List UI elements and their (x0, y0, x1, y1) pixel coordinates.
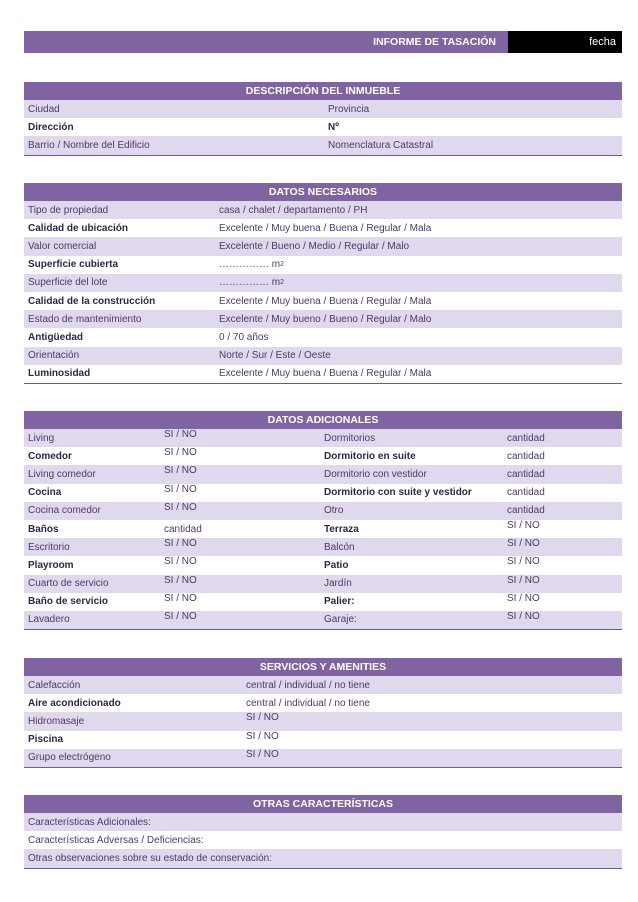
datos-adicionales-row (24, 520, 622, 538)
datos-adicionales-row (24, 575, 622, 593)
field-label: Barrio / Nombre del Edificio (28, 139, 150, 151)
datos-adicionales-row (24, 556, 622, 574)
field-value[interactable]: central / individual / no tiene (246, 697, 370, 709)
field-label: Cuarto de servicio (28, 578, 109, 590)
field-value[interactable]: SI / NO (164, 538, 197, 550)
field-label: Nº (328, 121, 339, 133)
field-label: Provincia (328, 103, 370, 115)
field-value[interactable]: Excelente / Bueno / Medio / Regular / Malo (219, 240, 410, 252)
field-label: Dormitorio con suite y vestidor (324, 487, 472, 499)
field-label: Dormitorio en suite (324, 450, 416, 462)
section-servicios (24, 658, 622, 768)
field-value[interactable]: Excelente / Muy buena / Buena / Regular / Mala (219, 222, 432, 234)
section-title: SERVICIOS Y AMENITIES (24, 658, 622, 676)
servicios-row (24, 694, 622, 712)
field-value[interactable]: SI / NO (246, 730, 279, 742)
section-descripcion (24, 82, 622, 156)
descripcion-row (24, 100, 622, 118)
field-value[interactable]: cantidad (507, 487, 545, 499)
datos-necesarios-row (24, 328, 622, 346)
field-label: Dormitorios (324, 432, 376, 444)
field-value[interactable]: SI / NO (507, 519, 540, 531)
otras-row (24, 813, 622, 831)
field-label: Piscina (28, 734, 64, 746)
field-value[interactable]: central / individual / no tiene (246, 679, 370, 691)
field-label: Comedor (28, 450, 72, 462)
section-datos-adicionales (24, 411, 622, 630)
field-label: Dirección (28, 121, 74, 133)
section-otras (24, 795, 622, 869)
servicios-row (24, 712, 622, 730)
field-value[interactable]: SI / NO (507, 556, 540, 568)
datos-adicionales-row (24, 502, 622, 520)
field-label: Estado de mantenimiento (28, 313, 142, 325)
field-label: Otras observaciones sobre su estado de conservación: (28, 852, 273, 864)
field-label: Orientación (28, 350, 80, 362)
field-label: Superficie cubierta (28, 259, 119, 271)
datos-adicionales-row (24, 611, 622, 629)
report-header (24, 31, 622, 53)
field-value[interactable]: …………… m 2 (219, 259, 285, 271)
datos-adicionales-row (24, 484, 622, 502)
field-label: Playroom (28, 559, 74, 571)
field-label: Calidad de la construcción (28, 295, 156, 307)
field-value[interactable]: SI / NO (164, 556, 197, 568)
field-label: Características Adversas / Deficiencias: (28, 834, 204, 846)
datos-necesarios-row (24, 256, 622, 274)
field-label: Jardín (324, 578, 352, 590)
field-label: Tipo de propiedad (28, 204, 109, 216)
field-label: Escritorio (28, 541, 70, 553)
datos-necesarios-row (24, 292, 622, 310)
field-label: Lavadero (28, 614, 70, 626)
field-label: Nomenclatura Catastral (328, 139, 434, 151)
field-label: Garaje: (324, 614, 357, 626)
descripcion-row (24, 136, 622, 154)
field-value[interactable]: casa / chalet / departamento / PH (219, 204, 368, 216)
field-label: Terraza (324, 523, 359, 535)
field-label: Patio (324, 559, 349, 571)
field-label: Ciudad (28, 103, 60, 115)
descripcion-row (24, 118, 622, 136)
datos-adicionales-row (24, 429, 622, 447)
field-value[interactable]: SI / NO (164, 501, 197, 513)
field-label: Living (28, 432, 55, 444)
field-value[interactable]: cantidad (507, 505, 545, 517)
field-label: Aire acondicionado (28, 697, 121, 709)
field-label: Cocina (28, 487, 62, 499)
field-value[interactable]: SI / NO (164, 483, 197, 495)
field-label: Valor comercial (28, 240, 97, 252)
date-field[interactable]: fecha (508, 31, 622, 53)
field-label: Otro (324, 505, 344, 517)
datos-necesarios-row (24, 365, 622, 383)
field-value[interactable]: SI / NO (164, 429, 197, 440)
section-title: DATOS ADICIONALES (24, 411, 622, 429)
field-value[interactable]: cantidad (164, 523, 202, 535)
field-label: Balcón (324, 541, 355, 553)
field-label: Calidad de ubicación (28, 222, 129, 234)
field-value[interactable]: …………… m 2 (219, 277, 285, 289)
field-value[interactable]: Excelente / Muy bueno / Bueno / Regular / Malo (219, 313, 432, 325)
field-label: Palier: (324, 596, 355, 608)
field-label: Luminosidad (28, 368, 91, 380)
field-value[interactable]: SI / NO (507, 592, 540, 604)
field-value[interactable]: SI / NO (164, 610, 197, 622)
datos-necesarios-row (24, 219, 622, 237)
field-label: Superficie del lote (28, 277, 108, 289)
field-value[interactable]: SI / NO (164, 465, 197, 477)
field-value[interactable]: Excelente / Muy buena / Buena / Regular / Mala (219, 368, 432, 380)
field-label: Baño de servicio (28, 596, 109, 608)
field-value[interactable]: SI / NO (507, 538, 540, 550)
field-value[interactable]: SI / NO (164, 592, 197, 604)
otras-row (24, 849, 622, 867)
field-label: Hidromasaje (28, 715, 85, 727)
field-value[interactable]: Norte / Sur / Este / Oeste (219, 350, 331, 362)
report-title: INFORME DE TASACIÓN (24, 31, 508, 53)
field-value[interactable]: 0 / 70 años (219, 331, 269, 343)
field-value[interactable]: SI / NO (246, 748, 279, 760)
field-value[interactable]: cantidad (507, 450, 545, 462)
field-value[interactable]: SI / NO (507, 574, 540, 586)
servicios-row (24, 676, 622, 694)
field-value[interactable]: SI / NO (507, 610, 540, 622)
field-value[interactable]: cantidad (507, 432, 545, 444)
field-value[interactable]: cantidad (507, 468, 545, 480)
datos-necesarios-row (24, 201, 622, 219)
field-value[interactable]: SI / NO (246, 712, 279, 724)
otras-row (24, 831, 622, 849)
field-label: Baños (28, 523, 59, 535)
datos-necesarios-row (24, 310, 622, 328)
field-label: Antigüedad (28, 331, 83, 343)
datos-necesarios-row (24, 274, 622, 292)
datos-necesarios-row (24, 347, 622, 365)
field-label: Dormitorio con vestidor (324, 468, 427, 480)
section-title: OTRAS CARACTERÍSTICAS (24, 795, 622, 813)
servicios-row (24, 731, 622, 749)
datos-adicionales-row (24, 593, 622, 611)
field-value[interactable]: Excelente / Muy buena / Buena / Regular / Mala (219, 295, 432, 307)
field-value[interactable]: SI / NO (164, 574, 197, 586)
section-title: DATOS NECESARIOS (24, 183, 622, 201)
field-label: Grupo electrógeno (28, 752, 111, 764)
datos-adicionales-row (24, 447, 622, 465)
field-value[interactable]: SI / NO (164, 447, 197, 459)
section-title: DESCRIPCIÓN DEL INMUEBLE (24, 82, 622, 100)
field-label: Living comedor (28, 468, 96, 480)
datos-adicionales-row (24, 465, 622, 483)
datos-adicionales-row (24, 538, 622, 556)
field-label: Características Adicionales: (28, 816, 151, 828)
datos-necesarios-row (24, 237, 622, 255)
field-label: Cocina comedor (28, 505, 101, 517)
field-label: Calefacción (28, 679, 81, 691)
servicios-row (24, 749, 622, 767)
section-datos-necesarios (24, 183, 622, 384)
